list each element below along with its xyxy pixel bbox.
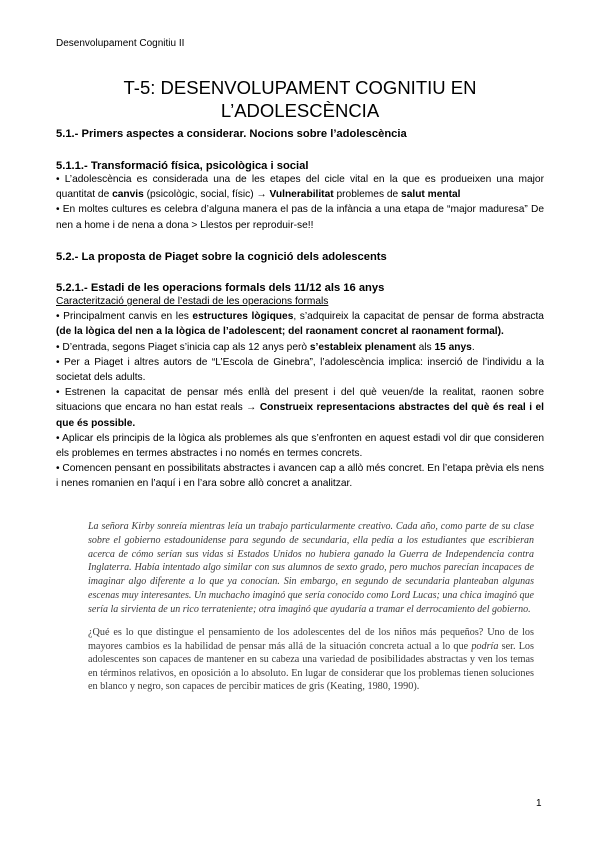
bullet-geneva-school: • Per a Piaget i altres autors de “L’Escola de Ginebra”, l’adolescència implica: inserció de l’individu a la societat dels adults. bbox=[56, 356, 544, 384]
section-heading-5-2-1: 5.2.1.- Estadi de les operacions formals dels 11/12 als 16 anys bbox=[56, 282, 385, 294]
title-line-1: T-5: DESENVOLUPAMENT COGNITIU EN bbox=[123, 77, 477, 98]
bullet-logic-principles: • Aplicar els principis de la lògica als problemes als que s’enfronten en aquest estadi vol dir que consideren els problemes en termes abstractes i no només en termes concrets. bbox=[56, 432, 544, 460]
bullet-age-onset: • D’entrada, segons Piaget s’inicia cap als 12 anys però s’estableix plenament als 15 anys. bbox=[56, 341, 475, 353]
bullet-cultures: • En moltes cultures es celebra d’alguna manera el pas de la infància a una etapa de “major maduresa” De nen a home i de nena a dona > Llestos per reproduir-se!! bbox=[56, 204, 544, 231]
scanned-excerpt-italic: La señora Kirby sonreía mientras leía un trabajo particularmente creativo. Cada año, como parte de su clase sobre el gobierno estadounidense para segundo de secundaria, ella pedía a los estudiantes que escribieran acerca de cómo serían sus vidas si Estados Unidos no hubiera ganado la Guerra de Independencia contra Inglaterra. Había intentado algo similar con sus alumnos de sexto grado, pero muchos parecían incapaces de imaginar algo diferente a lo que ya conocían. Sin embargo, en segundo de secundaria planteaban algunas escenas muy interesantes. Un muchacho imaginó que sería conocido como Lord Lucas; una chica imaginó que sería la sirvienta de un rico terrateniente; otra imaginó que ayudaría a tramar el derrocamiento del gobierno. bbox=[88, 521, 534, 615]
subsection-subtitle: Caracterització general de l’estadi de les operacions formals bbox=[56, 296, 329, 307]
page-number: 1 bbox=[536, 798, 542, 809]
page-title bbox=[56, 76, 544, 122]
bullet-adolescence-changes: • L’adolescència es considerada una de les etapes del cicle vital en la que es produeixen una major quantitat de canvis (psicològic, social, físic) → Vulnerabilitat problemes de salut mental bbox=[56, 174, 544, 201]
bullet-possibilities: • Comencen pensant en possibilitats abstractes i avancen cap a allò més concret. En l’etapa prèvia els nens i nenes romanien en l’aquí i en l’ara sobre allò concret a analitzar. bbox=[56, 463, 544, 490]
section-5-2-1-body bbox=[56, 294, 544, 492]
bullet-logical-structures: • Principalment canvis en les estructures lògiques, s’adquireix la capacitat de pensar de forma abstracta (de la lògica del nen a la lògica de l’adolescent; del raonament concret al raonament formal). bbox=[56, 311, 544, 338]
title-line-2: L’ADOLESCÈNCIA bbox=[220, 100, 380, 121]
scanned-excerpt-paragraph: ¿Qué es lo que distingue el pensamiento de los adolescentes del de los niños más pequeños? Uno de los mayores cambios es la habilidad de pensar más allá de la situación concreta actual a lo que podría ser. Los adolescentes son capaces de mantener en su cabeza una variedad de posibilidades abstractas y ven los temas en términos relativos, en oposición a lo absoluto. En lugar de considerar que los problemas tienen soluciones en blanco y negro, son capaces de percibir matices de gris (Keating, 1980, 1990). bbox=[88, 627, 534, 693]
section-heading-5-2: 5.2.- La proposta de Piaget sobre la cognició dels adolescents bbox=[56, 251, 387, 263]
bullet-abstract-thinking: • Estrenen la capacitat de pensar més enllà del present i del què veuen/de la realitat, raonen sobre situacions que encara no han estat reals → Construeix representacions abstractes del què és real i el que és possible. bbox=[56, 387, 544, 429]
section-5-1-1-body bbox=[56, 172, 544, 233]
section-heading-5-1-1: 5.1.1.- Transformació física, psicològica i social bbox=[56, 160, 309, 172]
running-header: Desenvolupament Cognitiu II bbox=[56, 38, 185, 49]
section-heading-5-1: 5.1.- Primers aspectes a considerar. Nocions sobre l’adolescència bbox=[56, 128, 407, 140]
